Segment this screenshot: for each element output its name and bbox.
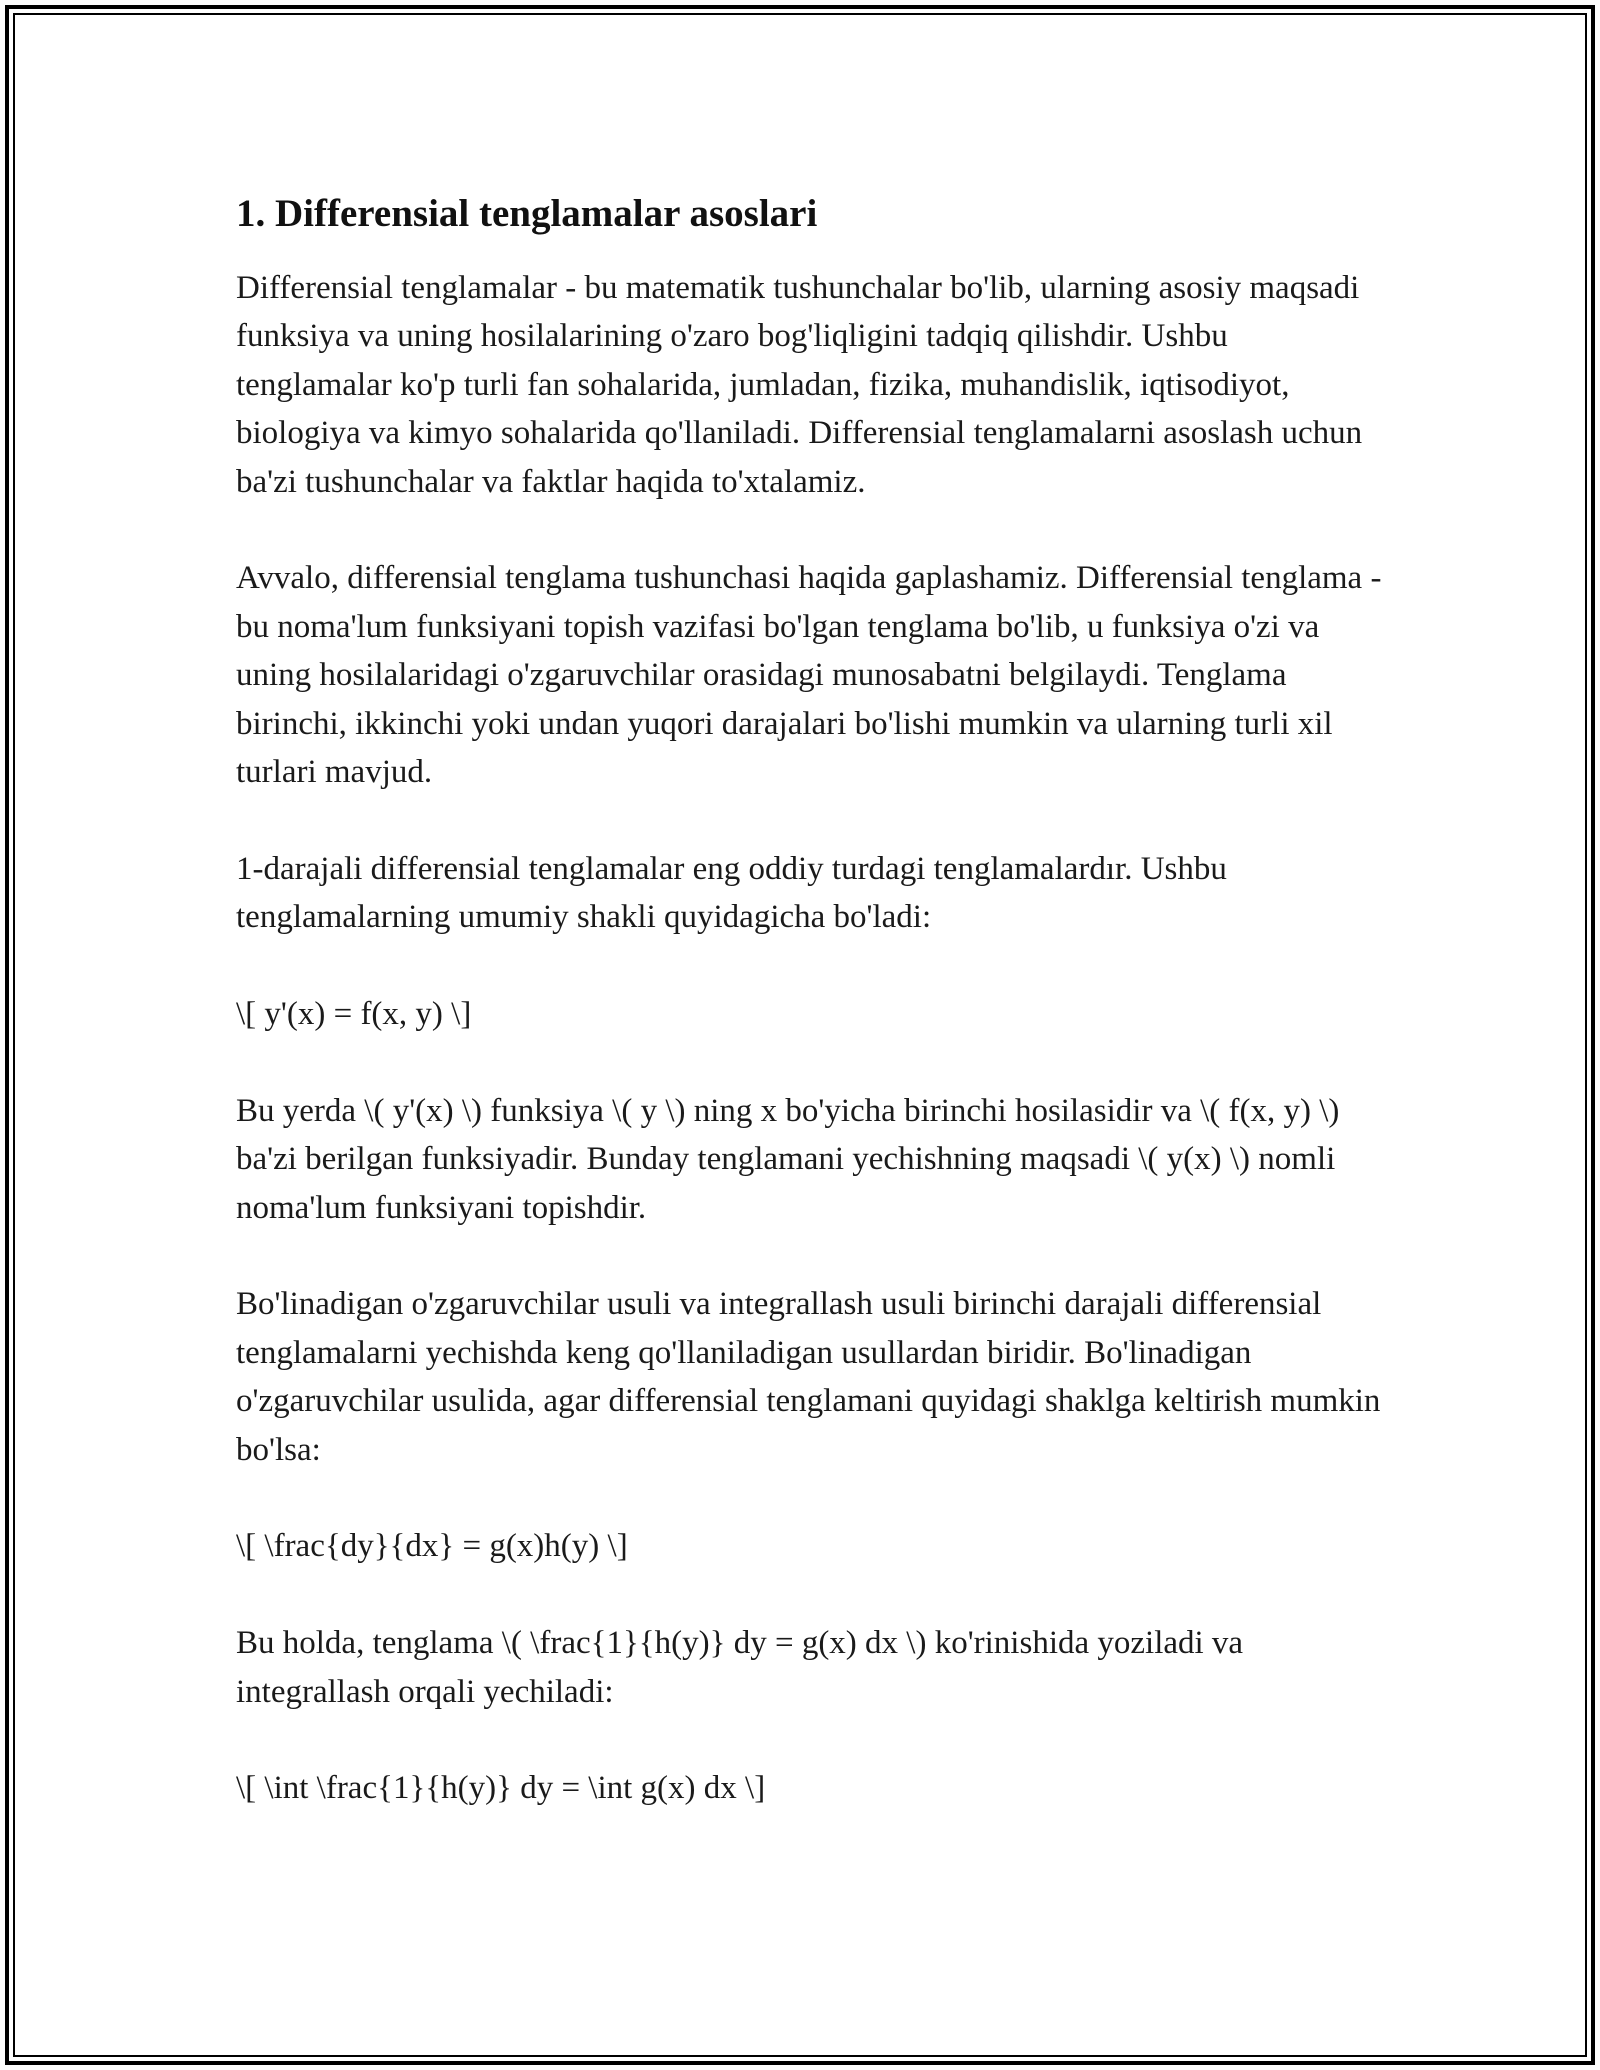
equation-integral: \[ \int \frac{1}{h(y)} dy = \int g(x) dx \] [236, 1770, 766, 1807]
paragraph-explanation: Bu yerda \( y'(x) \) funksiya \( y \) ning x bo'yicha birinchi hosilasidir va \( f(x, y) \) ba'zi berilgan funksiyadir. Bunday tenglamani yechishning maqsadi \( y(x) \) nomli noma'lum funksiyani topishdir. [236, 1092, 1340, 1226]
paragraph-definition: Avvalo, differensial tenglama tushunchasi haqida gaplashamiz. Differensial tenglama - bu noma'lum funksiyani topish vazifasi bo'lgan tenglama bo'lib, u funksiya o'zi va uning hosilalaridagi o'zgaruvchilar orasidagi munosabatni belgilaydi. Tenglama birinchi, ikkinchi yoki undan yuqori darajalari bo'lishi mumkin va ularning turli xil turlari mavjud. [236, 560, 1382, 791]
paragraph-first-order: 1-darajali differensial tenglamalar eng oddiy turdagi tenglamalardır. Ushbu tenglamalarning umumiy shakli quyidagicha bo'ladi: [236, 850, 1227, 936]
document-body [236, 186, 1386, 1813]
equation-first-order: \[ y'(x) = f(x, y) \] [236, 996, 472, 1033]
paragraph-integration: Bu holda, tenglama \( \frac{1}{h(y)} dy = g(x) dx \) ko'rinishida yoziladi va integrallash orqali yechiladi: [236, 1625, 1244, 1710]
paragraph-intro: Differensial tenglamalar - bu matematik tushunchalar bo'lib, ularning asosiy maqsadi funksiya va uning hosilalarining o'zaro bog'liqligini tadqiq qilishdir. Ushbu tenglamalar ko'p turli fan sohalarida, jumladan, fizika, muhandislik, iqtisodiyot, biologiya va kimyo sohalarida qo'llaniladi. Differensial tenglamalarni asoslash uchun ba'zi tushunchalar va faktlar haqida to'xtalamiz. [236, 270, 1363, 500]
equation-separable: \[ \frac{dy}{dx} = g(x)h(y) \] [236, 1528, 628, 1565]
section-heading: 1. Differensial tenglamalar asoslari [236, 192, 818, 235]
paragraph-separable: Bo'linadigan o'zgaruvchilar usuli va integrallash usuli birinchi darajali differensial tenglamalarni yechishda keng qo'llaniladigan usullardan biridir. Bo'linadigan o'zgaruvchilar usulida, agar differensial tenglamani quyidagi shaklga keltirish mumkin bo'lsa: [236, 1286, 1381, 1468]
